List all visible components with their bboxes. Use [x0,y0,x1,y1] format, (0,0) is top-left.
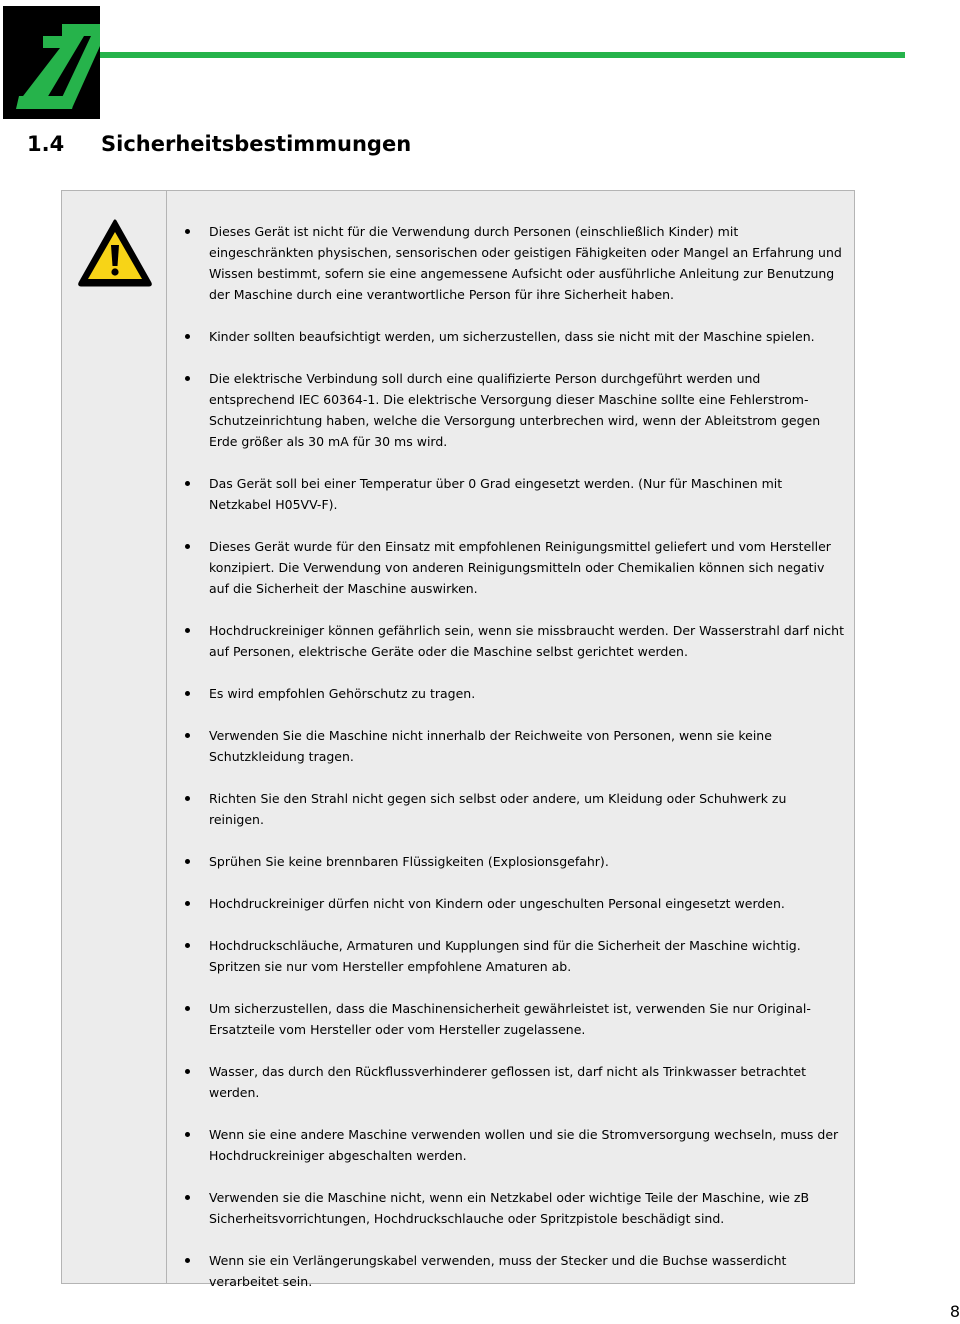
safety-rule-text: Es wird empfohlen Gehörschutz zu tragen. [209,686,476,701]
safety-rule [185,1187,845,1229]
safety-rule-text: Das Gerät soll bei einer Temperatur über 0 Grad eingesetzt werden. (Nur für Maschinen mit Netzkabel H05VV-F). [209,476,783,512]
bullet-icon [185,943,190,948]
bullet-icon [185,334,190,339]
safety-rule [185,326,845,347]
safety-rule [185,473,845,515]
safety-rule-text: Wenn sie eine andere Maschine verwenden wollen und sie die Stromversorgung wechseln, muss der Hochdruckreiniger abgeschalten werden. [209,1127,839,1163]
bullet-icon [185,733,190,738]
bullet-icon [185,796,190,801]
safety-rule-text: Hochdruckschläuche, Armaturen und Kupplungen sind für die Sicherheit der Maschine wichtig. Spritzen sie nur vom Hersteller empfohlene Amaturen ab. [209,938,801,974]
safety-rule-text: Kinder sollten beaufsichtigt werden, um sicherzustellen, dass sie nicht mit der Maschine spielen. [209,329,815,344]
safety-rule [185,221,845,305]
bullet-icon [185,859,190,864]
section-number: 1.4 [27,132,65,156]
safety-rule-text: Hochdruckreiniger können gefährlich sein, wenn sie missbraucht werden. Der Wasserstrahl darf nicht auf Personen, elektrische Geräte oder die Maschine selbst gerichtet werden. [209,623,844,659]
safety-rule-text: Wenn sie ein Verlängerungskabel verwenden, muss der Stecker und die Buchse wasserdicht verarbeitet sein. [209,1253,787,1289]
safety-rule [185,725,845,767]
safety-rule [185,683,845,704]
safety-rule-text: Wasser, das durch den Rückflussverhinderer geflossen ist, darf nicht als Trinkwasser betrachtet werden. [209,1064,806,1100]
safety-box-divider [166,190,167,1284]
bullet-icon [185,481,190,486]
safety-rule [185,998,845,1040]
section-title: Sicherheitsbestimmungen [101,132,412,156]
page-number: 8 [949,1302,960,1321]
safety-rule [185,893,845,914]
warning-triangle-icon [78,219,152,287]
safety-rule [185,536,845,599]
bullet-icon [185,691,190,696]
section-heading [27,130,411,158]
safety-rule-text: Um sicherzustellen, dass die Maschinensicherheit gewährleistet ist, verwenden Sie nur Original-Ersatzteile vom Hersteller oder vom Hersteller zugelassene. [209,1001,811,1037]
safety-rule [185,851,845,872]
safety-rule-text: Dieses Gerät ist nicht für die Verwendung durch Personen (einschließlich Kinder) mit eingeschränkten physischen, sensorischen oder geistigen Fähigkeiten oder Mangel an Erfahrung und Wissen bestimmt, sofern sie eine angemessene Aufsicht oder ausführliche Anleitung zur Benutzung der Maschine durch eine verantwortliche Person für ihre Sicherheit haben. [209,224,842,302]
safety-rule-text: Verwenden Sie die Maschine nicht innerhalb der Reichweite von Personen, wenn sie keine Schutzkleidung tragen. [209,728,772,764]
safety-rule-text: Hochdruckreiniger dürfen nicht von Kindern oder ungeschulten Personal eingesetzt werden. [209,896,785,911]
safety-rule-text: Verwenden sie die Maschine nicht, wenn ein Netzkabel oder wichtige Teile der Maschine, wie zB Sicherheitsvorrichtungen, Hochdruckschlauche oder Spritzpistole beschädigt sind. [209,1190,810,1226]
company-logo [3,6,100,119]
safety-rule-text: Richten Sie den Strahl nicht gegen sich selbst oder andere, um Kleidung oder Schuhwerk zu reinigen. [209,791,787,827]
safety-rule [185,935,845,977]
safety-rule-text: Sprühen Sie keine brennbaren Flüssigkeiten (Explosionsgefahr). [209,854,609,869]
z-logo-icon [3,6,100,119]
bullet-icon [185,1195,190,1200]
safety-rule [185,620,845,662]
bullet-icon [185,1069,190,1074]
header-rule [100,52,905,58]
safety-rule [185,368,845,452]
safety-rule-text: Die elektrische Verbindung soll durch eine qualifizierte Person durchgeführt werden und entsprechend IEC 60364-1. Die elektrische Versorgung dieser Maschine sollte eine Fehlerstrom-Schutzeinrichtung haben, welche die Versorgung unterbrechen wird, wenn der Ableitstrom gegen Erde größer als 30 mA für 30 ms wird. [209,371,821,449]
bullet-icon [185,1006,190,1011]
bullet-icon [185,229,190,234]
bullet-icon [185,376,190,381]
safety-rule [185,1061,845,1103]
bullet-icon [185,628,190,633]
bullet-icon [185,544,190,549]
safety-rules-list [185,221,845,1313]
safety-rule-text: Dieses Gerät wurde für den Einsatz mit empfohlenen Reinigungsmittel geliefert und vom Hersteller konzipiert. Die Verwendung von anderen Reinigungsmitteln oder Chemikalien können sich negativ auf die Sicherheit der Maschine auswirken. [209,539,831,596]
safety-rule [185,1124,845,1166]
bullet-icon [185,1132,190,1137]
safety-rule [185,788,845,830]
bullet-icon [185,901,190,906]
safety-rule [185,1250,845,1292]
bullet-icon [185,1258,190,1263]
